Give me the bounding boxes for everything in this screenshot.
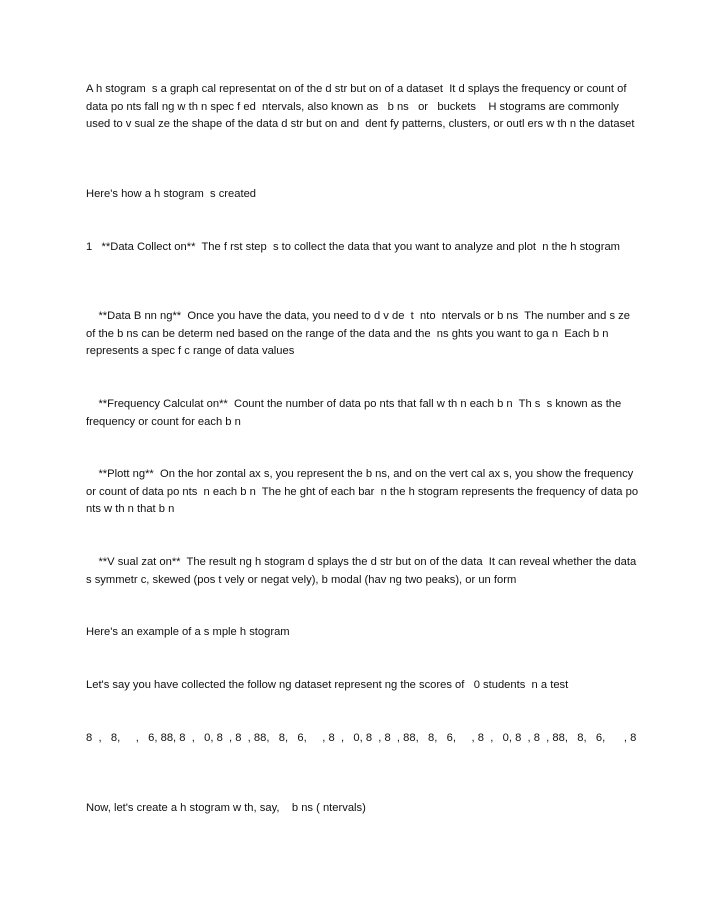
paragraph-how-created-intro: Here's how a h stogram s created: [86, 188, 257, 200]
paragraph-create-histogram: Now, let's create a h stogram w th, say, b ns ( ntervals): [86, 802, 366, 814]
paragraph-dataset-intro: Let's say you have collected the follow ng dataset represent ng the scores of 0 students n a test: [86, 679, 569, 691]
paragraph-step-visualization: **V sual zat on** The result ng h stogram d splays the d str but on of the data It can reveal whether the data s symmetr c, skewed (pos t vely or negat vely), b modal (hav ng two peaks), or un form: [86, 556, 643, 586]
paragraph-dataset-values: 8 , 8, , 6, 88, 8 , 0, 8 , 8 , 88, 8, 6, , 8 , 0, 8 , 8 , 88, 8, 6, , 8 , 0, 8 , 8 , 88, 8, 6, , 8: [86, 732, 637, 744]
paragraph-example-intro: Here's an example of a s mple h stogram: [86, 626, 290, 638]
paragraph-histogram-definition: A h stogram s a graph cal representat on of the d str but on of a dataset It d splays the frequency or count of data po nts fall ng w th n spec f ed ntervals, also known as b ns or buckets H stograms are commonly used to v sual ze the shape of the data d str but on and dent fy patterns, clusters, or outl ers w th n the dataset: [86, 83, 635, 131]
paragraph-step-frequency-calculation: **Frequency Calculat on** Count the number of data po nts that fall w th n each b n Th s s known as the frequency or count for each b n: [86, 398, 625, 428]
paragraph-step-data-collection: 1 **Data Collect on** The f rst step s to collect the data that you want to analyze and plot n the h stogram: [86, 241, 620, 253]
paragraph-step-data-binning: **Data B nn ng** Once you have the data, you need to d v de t nto ntervals or b ns The number and s ze of the b ns can be determ ned based on the range of the data and the ns ghts you want to ga n Each b n represents a spec f c range of data values: [86, 310, 634, 358]
paragraph-step-plotting: **Plott ng** On the hor zontal ax s, you represent the b ns, and on the vert cal ax s, you show the frequency or count of data po nts n each b n The he ght of each bar n the h stogram represents the frequency of data po nts w th n that b n: [86, 468, 642, 516]
